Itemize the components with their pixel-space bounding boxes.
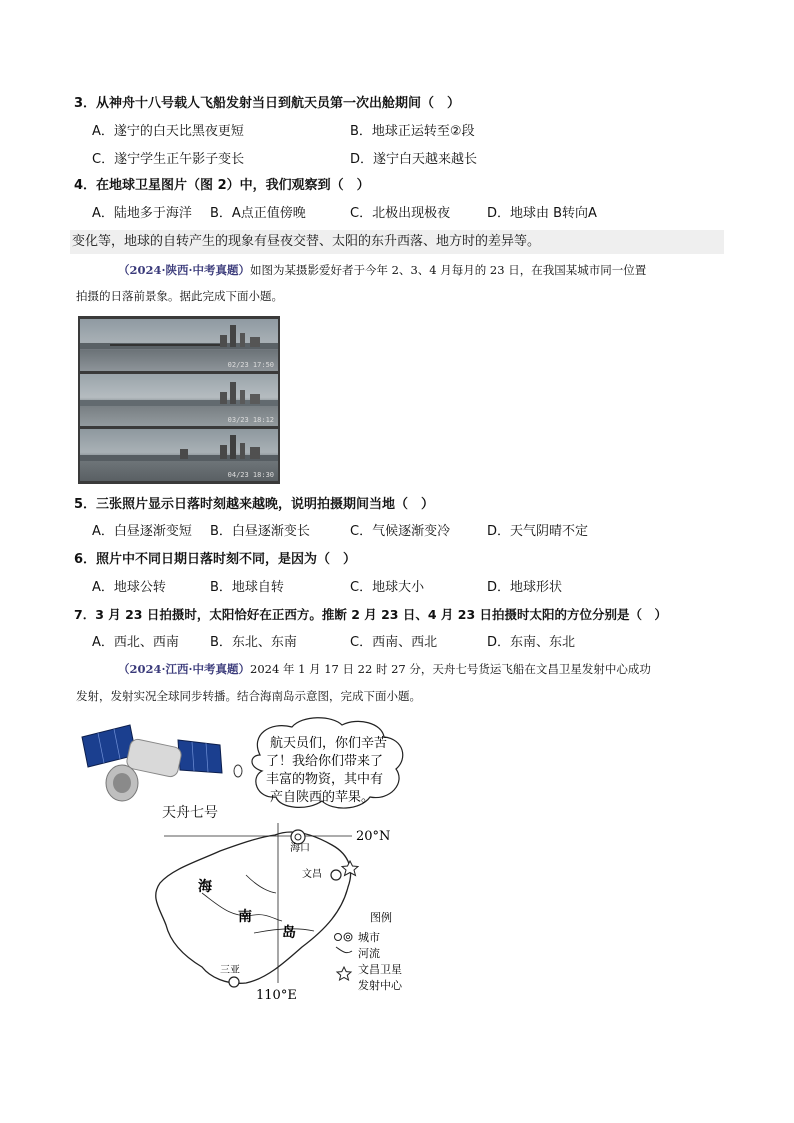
intro2-source: （2024·江西·中考真题） — [118, 662, 251, 676]
q4-option-d: D．地球由 B转向A — [487, 206, 597, 221]
q6-option-d: D．地球形状 — [487, 580, 563, 595]
q7-option-a: A．西北、西南 — [92, 635, 179, 650]
q5-option-b: B．白昼逐渐变长 — [210, 524, 310, 539]
hainan-map-figure — [70, 715, 430, 1005]
city-marker-wenchang — [331, 870, 341, 880]
q4-option-b: B．A点正值傍晚 — [210, 206, 306, 221]
q5-option-a: A．白昼逐渐变短 — [92, 524, 192, 539]
bubble-line-1: 航天员们，你们辛苦 — [270, 736, 388, 751]
q6-option-b: B．地球自转 — [210, 580, 284, 595]
q7-option-c: C．西南、西北 — [350, 635, 438, 650]
island-char-3: 岛 — [282, 925, 296, 941]
q3-option-b: B．地球正运转至②段 — [350, 124, 475, 139]
q7-stem: 7．3 月 23 日拍摄时，太阳恰好在正西方。推断 2 月 23 日、4 月 23 日拍摄时太阳的方位分别是（ ） — [74, 607, 667, 622]
legend-river-label: 河流 — [358, 947, 380, 960]
q7-option-d: D．东南、东北 — [487, 635, 576, 650]
intro1-text: 如图为某摄影爱好者于今年 2、3、4 月每月的 23 日，在我国某城市同一位置 — [250, 263, 647, 277]
q4-option-c: C．北极出现极夜 — [350, 206, 451, 221]
q4-option-a: A．陆地多于海洋 — [92, 206, 192, 221]
q6-option-a: A．地球公转 — [92, 580, 166, 595]
spacecraft-illustration — [82, 725, 242, 801]
intro1-line1 — [118, 262, 646, 278]
q6-option-c: C．地球大小 — [350, 580, 425, 595]
sunset-photo-feb — [80, 319, 278, 371]
q5-stem: 5．三张照片显示日落时刻越来越晚，说明拍摄期间当地（ ） — [74, 497, 435, 512]
city-label-wenchang: 文昌 — [302, 869, 322, 880]
legend-star-icon — [337, 967, 351, 980]
legend-river-icon — [336, 947, 352, 953]
intro2-text: 2024 年 1 月 17 日 22 时 27 分，天舟七号货运飞船在文昌卫星发射中心成功 — [250, 662, 651, 676]
city-marker-sanya — [229, 977, 239, 987]
hainan-island-outline — [156, 832, 351, 983]
intro2-line1 — [118, 661, 651, 677]
intro1-line2: 拍摄的日落前景象。据此完成下面小题。 — [76, 289, 283, 303]
legend-launch-label-2: 发射中心 — [358, 979, 402, 992]
q5-option-d: D．天气阴晴不定 — [487, 524, 589, 539]
bubble-line-4: 产自陕西的苹果。 — [270, 790, 375, 805]
longitude-label: 110°E — [256, 988, 297, 1003]
q3-stem: 3．从神舟十八号载人飞船发射当日到航天员第一次出舱期间（ ） — [74, 96, 461, 111]
island-char-2: 南 — [238, 909, 252, 925]
latitude-label: 20°N — [356, 829, 391, 844]
q4-stem: 4．在地球卫星图片（图 2）中，我们观察到（ ） — [74, 178, 370, 193]
bubble-line-2: 了！我给你们带来了 — [266, 754, 384, 769]
spacecraft-label: 天舟七号 — [162, 805, 218, 821]
q3-option-c: C．遂宁学生正午影子变长 — [92, 152, 245, 167]
explanation-text: 变化等，地球的自转产生的现象有昼夜交替、太阳的东升西落、地方时的差异等。 — [72, 234, 541, 249]
city-label-haikou: 海口 — [290, 843, 310, 854]
q3-option-a: A．遂宁的白天比黑夜更短 — [92, 124, 244, 139]
timestamp-feb: 02/23 17:50 — [227, 361, 274, 369]
intro1-source: （2024·陕西·中考真题） — [118, 263, 251, 277]
timestamp-mar: 03/23 18:12 — [227, 416, 274, 424]
legend-launch-label-1: 文昌卫星 — [358, 963, 402, 976]
intro2-line2: 发射，发射实况全球同步转播。结合海南岛示意图，完成下面小题。 — [76, 689, 421, 703]
sunset-photos — [78, 316, 280, 484]
q5-option-c: C．气候逐渐变冷 — [350, 524, 451, 539]
legend-city-label: 城市 — [358, 931, 380, 944]
river-path — [246, 875, 276, 893]
q7-option-b: B．东北、东南 — [210, 635, 297, 650]
bubble-line-3: 丰富的物资，其中有 — [266, 772, 384, 787]
q6-stem: 6．照片中不同日期日落时刻不同，是因为（ ） — [74, 552, 357, 567]
timestamp-apr: 04/23 18:30 — [227, 471, 274, 479]
sunset-photo-apr — [80, 429, 278, 481]
island-char-1: 海 — [198, 879, 212, 895]
sunset-photo-mar — [80, 374, 278, 426]
city-marker-haikou — [291, 830, 305, 844]
city-label-sanya: 三亚 — [220, 965, 240, 976]
legend-city-icon — [335, 933, 353, 941]
q3-option-d: D．遂宁白天越来越长 — [350, 152, 478, 167]
legend-title: 图例 — [370, 911, 392, 924]
